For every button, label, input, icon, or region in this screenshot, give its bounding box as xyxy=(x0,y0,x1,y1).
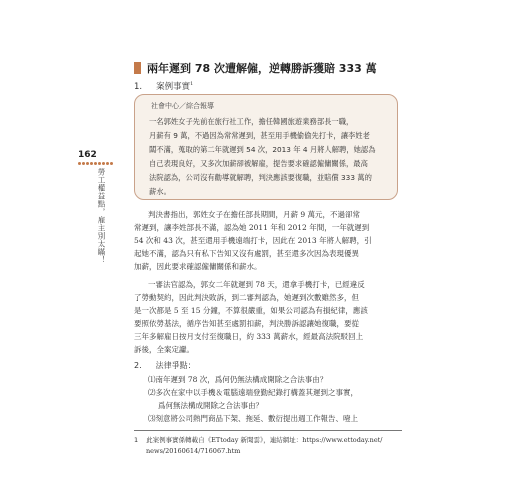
paragraph-line: 加薪，因此要求確認僱傭關係和薪水。 xyxy=(134,262,262,271)
footnote-url-continued: news/20160614/716067.htm xyxy=(146,447,241,455)
paragraph-line: 訴後，全案定讞。 xyxy=(134,345,194,354)
decorative-dots xyxy=(78,162,114,166)
quote-line: 薪水。 xyxy=(149,187,171,196)
paragraph-line: 是一次都是 5 至 15 分鐘，不算很嚴重，如果公司認為有損紀律，應該 xyxy=(134,306,368,315)
issue-item: ⑴南年遲到 78 次，爲何仍無法構成開除之合法事由？ xyxy=(148,375,328,384)
quote-line: 闆不滿，蒐取的第二年就遲到 54 次，2013 年 4 月將人解聘，她認為 xyxy=(149,145,376,154)
paragraph-line: 一審法官認為，郭女二年就遲到 78 天，還拿手機打卡，已經違反 xyxy=(148,280,365,289)
body-paragraph-2 xyxy=(134,278,402,356)
paragraph-line: 起她不滿，認為只有私下告知又沒有處罰，甚至還多次因為表現優異 xyxy=(134,249,359,258)
paragraph-line: 三年多解雇日按月支付至復職日，約 333 萬薪水，經最高法院駁回上 xyxy=(134,332,364,341)
paragraph-line: 要照依勞基法，循序告知甚至處罰扣薪，判決勝訴認讓她復職，要從 xyxy=(134,319,359,328)
quote-source: 社會中心／綜合報導 xyxy=(151,102,214,110)
footnote xyxy=(134,435,404,457)
page-number: 162 xyxy=(78,150,97,160)
legal-issues-list xyxy=(148,373,404,425)
footnote-mark: 1 xyxy=(190,81,194,88)
footnote-number: 1 xyxy=(134,436,139,444)
chapter-running-title: 勞工權益點，雇主別太瞞！ xyxy=(97,168,106,264)
quote-text xyxy=(149,115,385,199)
news-quote-box xyxy=(134,94,398,200)
subsection-number: 2. xyxy=(134,361,142,370)
paragraph-line: 判決書指出，郭姓女子在擔任部長期間，月薪 9 萬元，不過卻常 xyxy=(148,210,361,219)
paragraph-line: 54 次和 43 次，甚至還用手機遠端打卡，因此在 2013 年將人解聘，引 xyxy=(134,236,372,245)
paragraph-line: 了勞動契約，因此判決敗訴，到二審判認為，她遲到次數雖然多，但 xyxy=(134,293,359,302)
subsection-label: 法律爭點： xyxy=(155,361,196,370)
heading-marker-icon xyxy=(134,62,141,74)
subsection-number: 1. xyxy=(134,82,143,92)
quote-line: 一名郭姓女子先前在旅行社工作，擔任韓國旅遊業務部長一職， xyxy=(149,117,354,126)
footnote-divider xyxy=(134,430,402,431)
issue-item: ⑵多次在家中以手機＆電腦遠端登勤紀錄打構蓋其遲到之事實， xyxy=(148,388,358,397)
section-heading xyxy=(134,60,377,76)
subsection-case-facts xyxy=(134,80,193,92)
quote-line: 自己表現良好，又多次加薪卻被解雇，提告要求確認僱傭關係，最高 xyxy=(149,159,368,168)
body-paragraph-1 xyxy=(134,208,402,273)
paragraph-line: 常遲到，讓李姓部長不滿，認為她 2011 年和 2012 年間，一年就遲到 xyxy=(134,223,370,232)
quote-line: 月薪有 9 萬，不過因為常常遲到，甚至用手機偷偷先打卡，讓李姓老 xyxy=(149,131,370,140)
footnote-text: 此案例事實係轉載自《ETtoday 新聞雲》，連結網址：https://www.ettoday.net/ xyxy=(146,436,383,444)
issue-item: ⑶刻意將公司熱門商品下架、拖延、數衍提出週工作報告、噎上 xyxy=(148,414,358,423)
heading-text: 兩年遲到 78 次遭解僱，逆轉勝訴獲賠 333 萬 xyxy=(147,62,377,75)
subsection-label: 案例事實 xyxy=(156,82,191,92)
issue-item-continued: 爲何無法構成開除之合法事由？ xyxy=(158,401,263,410)
subsection-legal-issues xyxy=(134,360,196,371)
quote-line: 法院認為，公司沒有勸導就解聘，判決應該要復職，並賠償 333 萬的 xyxy=(149,173,372,182)
